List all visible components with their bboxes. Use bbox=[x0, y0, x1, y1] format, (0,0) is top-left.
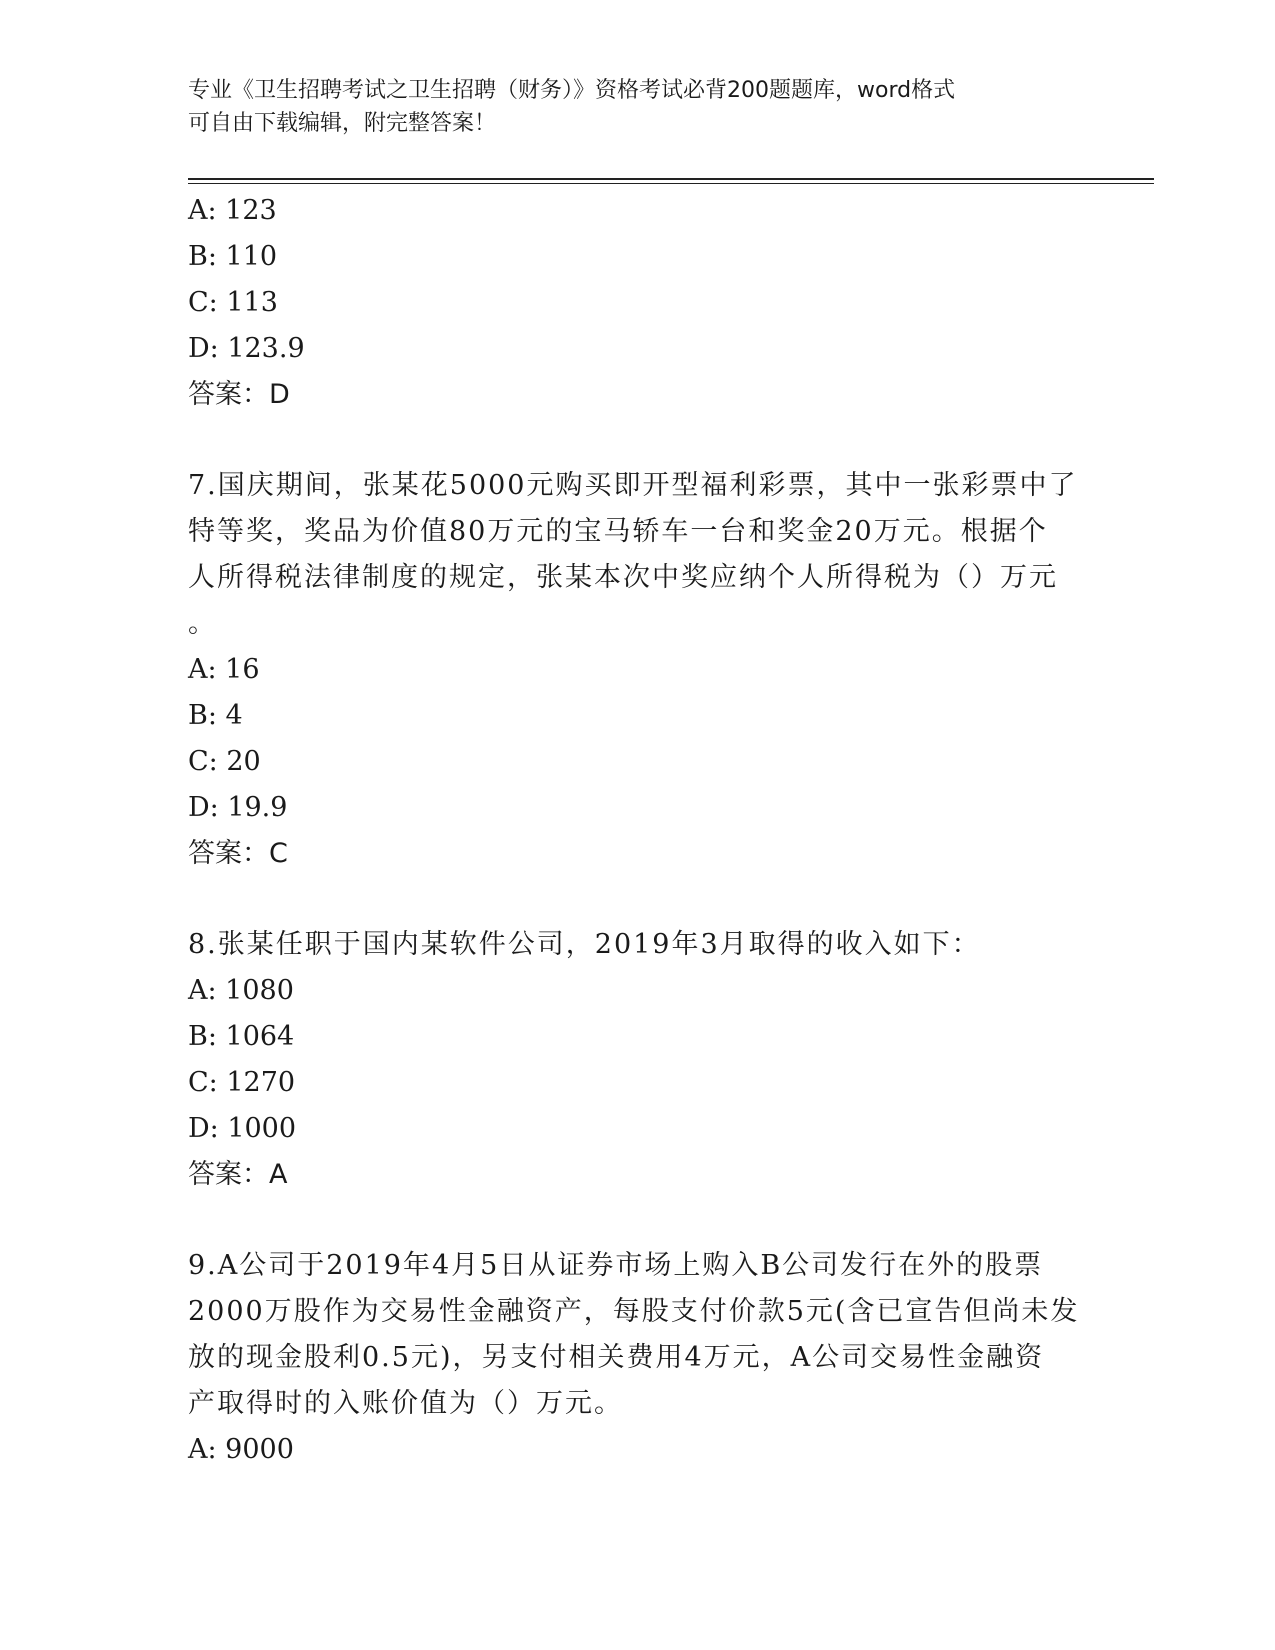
spacer bbox=[188, 877, 1088, 922]
answer-line: 答案：C bbox=[188, 838, 288, 869]
option-c: C: 20 bbox=[188, 746, 261, 777]
question-list bbox=[188, 188, 1088, 1473]
header-line-1: 专业《卫生招聘考试之卫生招聘（财务）》资格考试必背200题题库，word格式 bbox=[188, 78, 956, 103]
question-block bbox=[188, 1243, 1088, 1473]
option-b: B: 4 bbox=[188, 700, 243, 731]
question-text: 8.张某任职于国内某软件公司，2019年3月取得的收入如下： bbox=[188, 929, 981, 960]
question-block bbox=[188, 463, 1088, 877]
option-b: B: 1064 bbox=[188, 1021, 295, 1052]
answer-line: 答案：D bbox=[188, 379, 290, 410]
option-a: A: 123 bbox=[188, 195, 277, 226]
option-b: B: 110 bbox=[188, 241, 278, 272]
option-c: C: 113 bbox=[188, 287, 278, 318]
option-d: D: 123.9 bbox=[188, 333, 305, 364]
answer-line: 答案：A bbox=[188, 1159, 288, 1190]
option-a: A: 16 bbox=[188, 654, 260, 685]
question-block bbox=[188, 922, 1088, 1198]
question-text: 9.A公司于2019年4月5日从证券市场上购入B公司发行在外的股票 2000万股作为交易性金融资产，每股支付价款5元(含已宣告但尚未发 放的现金股利0.5元)，另支付相关费用4万元，A公司交易性金融资 产取得时的入账价值为（）万元。 bbox=[188, 1250, 1080, 1419]
spacer bbox=[188, 1198, 1088, 1243]
option-a: A: 9000 bbox=[188, 1434, 294, 1465]
option-a: A: 1080 bbox=[188, 975, 294, 1006]
option-c: C: 1270 bbox=[188, 1067, 296, 1098]
question-block bbox=[188, 188, 1088, 418]
header-divider-thick bbox=[188, 178, 1154, 180]
header-line-2: 可自由下载编辑，附完整答案！ bbox=[188, 111, 497, 136]
document-header bbox=[188, 74, 1068, 140]
option-d: D: 1000 bbox=[188, 1113, 297, 1144]
question-text: 7.国庆期间，张某花5000元购买即开型福利彩票，其中一张彩票中了 特等奖，奖品为价值80万元的宝马轿车一台和奖金20万元。根据个 人所得税法律制度的规定，张某本次中奖应纳个人所得税为（）万元 。 bbox=[188, 470, 1078, 639]
header-divider-thin bbox=[188, 183, 1154, 184]
spacer bbox=[188, 418, 1088, 463]
option-d: D: 19.9 bbox=[188, 792, 288, 823]
